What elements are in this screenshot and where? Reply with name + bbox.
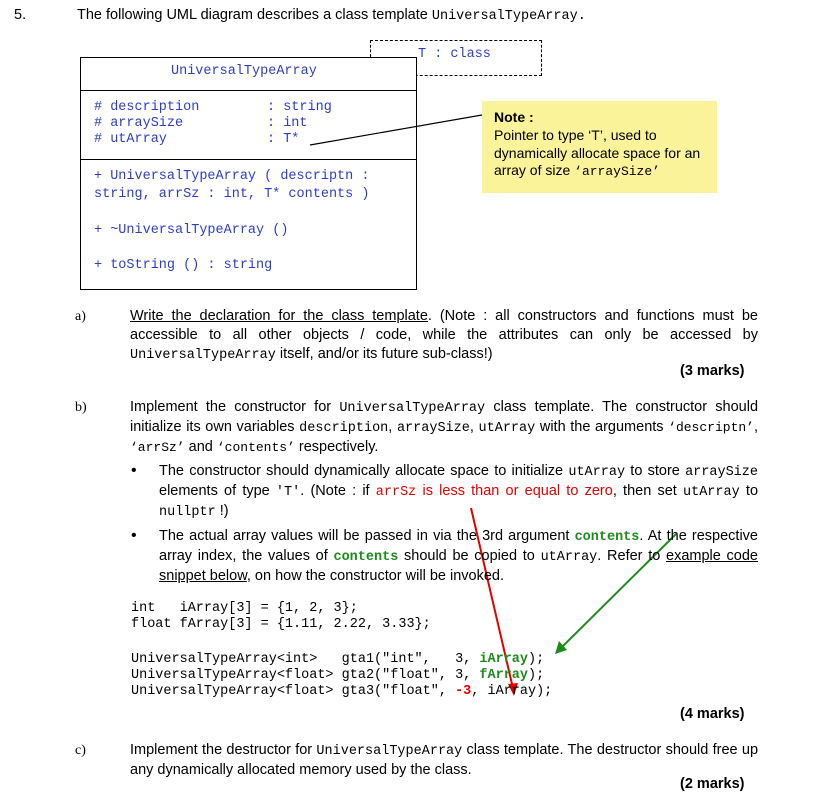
question-number: 5. — [14, 7, 27, 23]
bullet-2-text: The actual array values will be passed in via the 3rd argument contents. At the respective array index, the values of contents should be copied to utArray. Refer to example code snippet below, on how the constructor will be invoked. — [159, 528, 758, 584]
part-a-label: a) — [75, 309, 86, 324]
uml-type-tptr: : T* — [267, 132, 300, 147]
bullet-1-dot: • — [131, 462, 137, 479]
uml-destructor: + ~UniversalTypeArray () — [94, 223, 289, 238]
uml-attr-arraysize: # arraySize — [94, 116, 184, 131]
question-title: The following UML diagram describes a class template UniversalTypeArray. — [77, 7, 586, 24]
part-b-text: Implement the constructor for UniversalTypeArray class template. The constructor should initialize its own variables description, arraySize, utArray with the arguments ‘descriptn’, ‘arrSz’ and ‘contents’ respectively. — [130, 399, 759, 455]
part-a-text: Write the declaration for the class template. (Note : all constructors and functions must be accessible to all other objects / code, while the attributes can only be accessed by UniversalTypeArray itself, and/or its future sub-class!) — [130, 308, 758, 363]
uml-class-name: UniversalTypeArray — [171, 64, 317, 79]
part-c-label: c) — [75, 743, 86, 758]
uml-template-parameter: T : class — [370, 40, 542, 76]
note-connector-line — [310, 115, 482, 145]
uml-tostring: + toString () : string — [94, 258, 273, 273]
part-c-marks: (2 marks) — [680, 776, 745, 792]
uml-type-string: : string — [267, 100, 332, 115]
uml-attr-description: # description — [94, 100, 200, 115]
code-snippet-calls: UniversalTypeArray<int> gta1("int", 3, iArray); UniversalTypeArray<float> gta2("float", 3, fArray); UniversalTypeArray<float> gta3("float", -3, iArray); — [131, 652, 553, 699]
bullet-1-text: The constructor should dynamically allocate space to initialize utArray to store arraySize elements of type 'T'. (Note : if arrSz is less than or equal to zero, then set utArray to nullptr !) — [159, 463, 759, 520]
uml-type-int: : int — [267, 116, 308, 131]
part-b-label: b) — [75, 400, 87, 415]
part-b-marks: (4 marks) — [680, 706, 745, 722]
code-snippet-arrays: int iArray[3] = {1, 2, 3}; float fArray[3] = {1.11, 2.22, 3.33}; — [131, 601, 431, 632]
uml-note: Note : Pointer to type ‘T’, used to dynamically allocate space for an array of size ‘arraySize’ — [482, 101, 717, 193]
uml-constructor: + UniversalTypeArray ( descriptn : string, arrSz : int, T* contents ) — [94, 169, 370, 202]
uml-attr-utarray: # utArray — [94, 132, 167, 147]
part-a-marks: (3 marks) — [680, 363, 745, 379]
part-c-text: Implement the destructor for UniversalTypeArray class template. The destructor should free up any dynamically allocated memory used by the class. — [130, 742, 759, 778]
bullet-2-dot: • — [131, 527, 137, 544]
